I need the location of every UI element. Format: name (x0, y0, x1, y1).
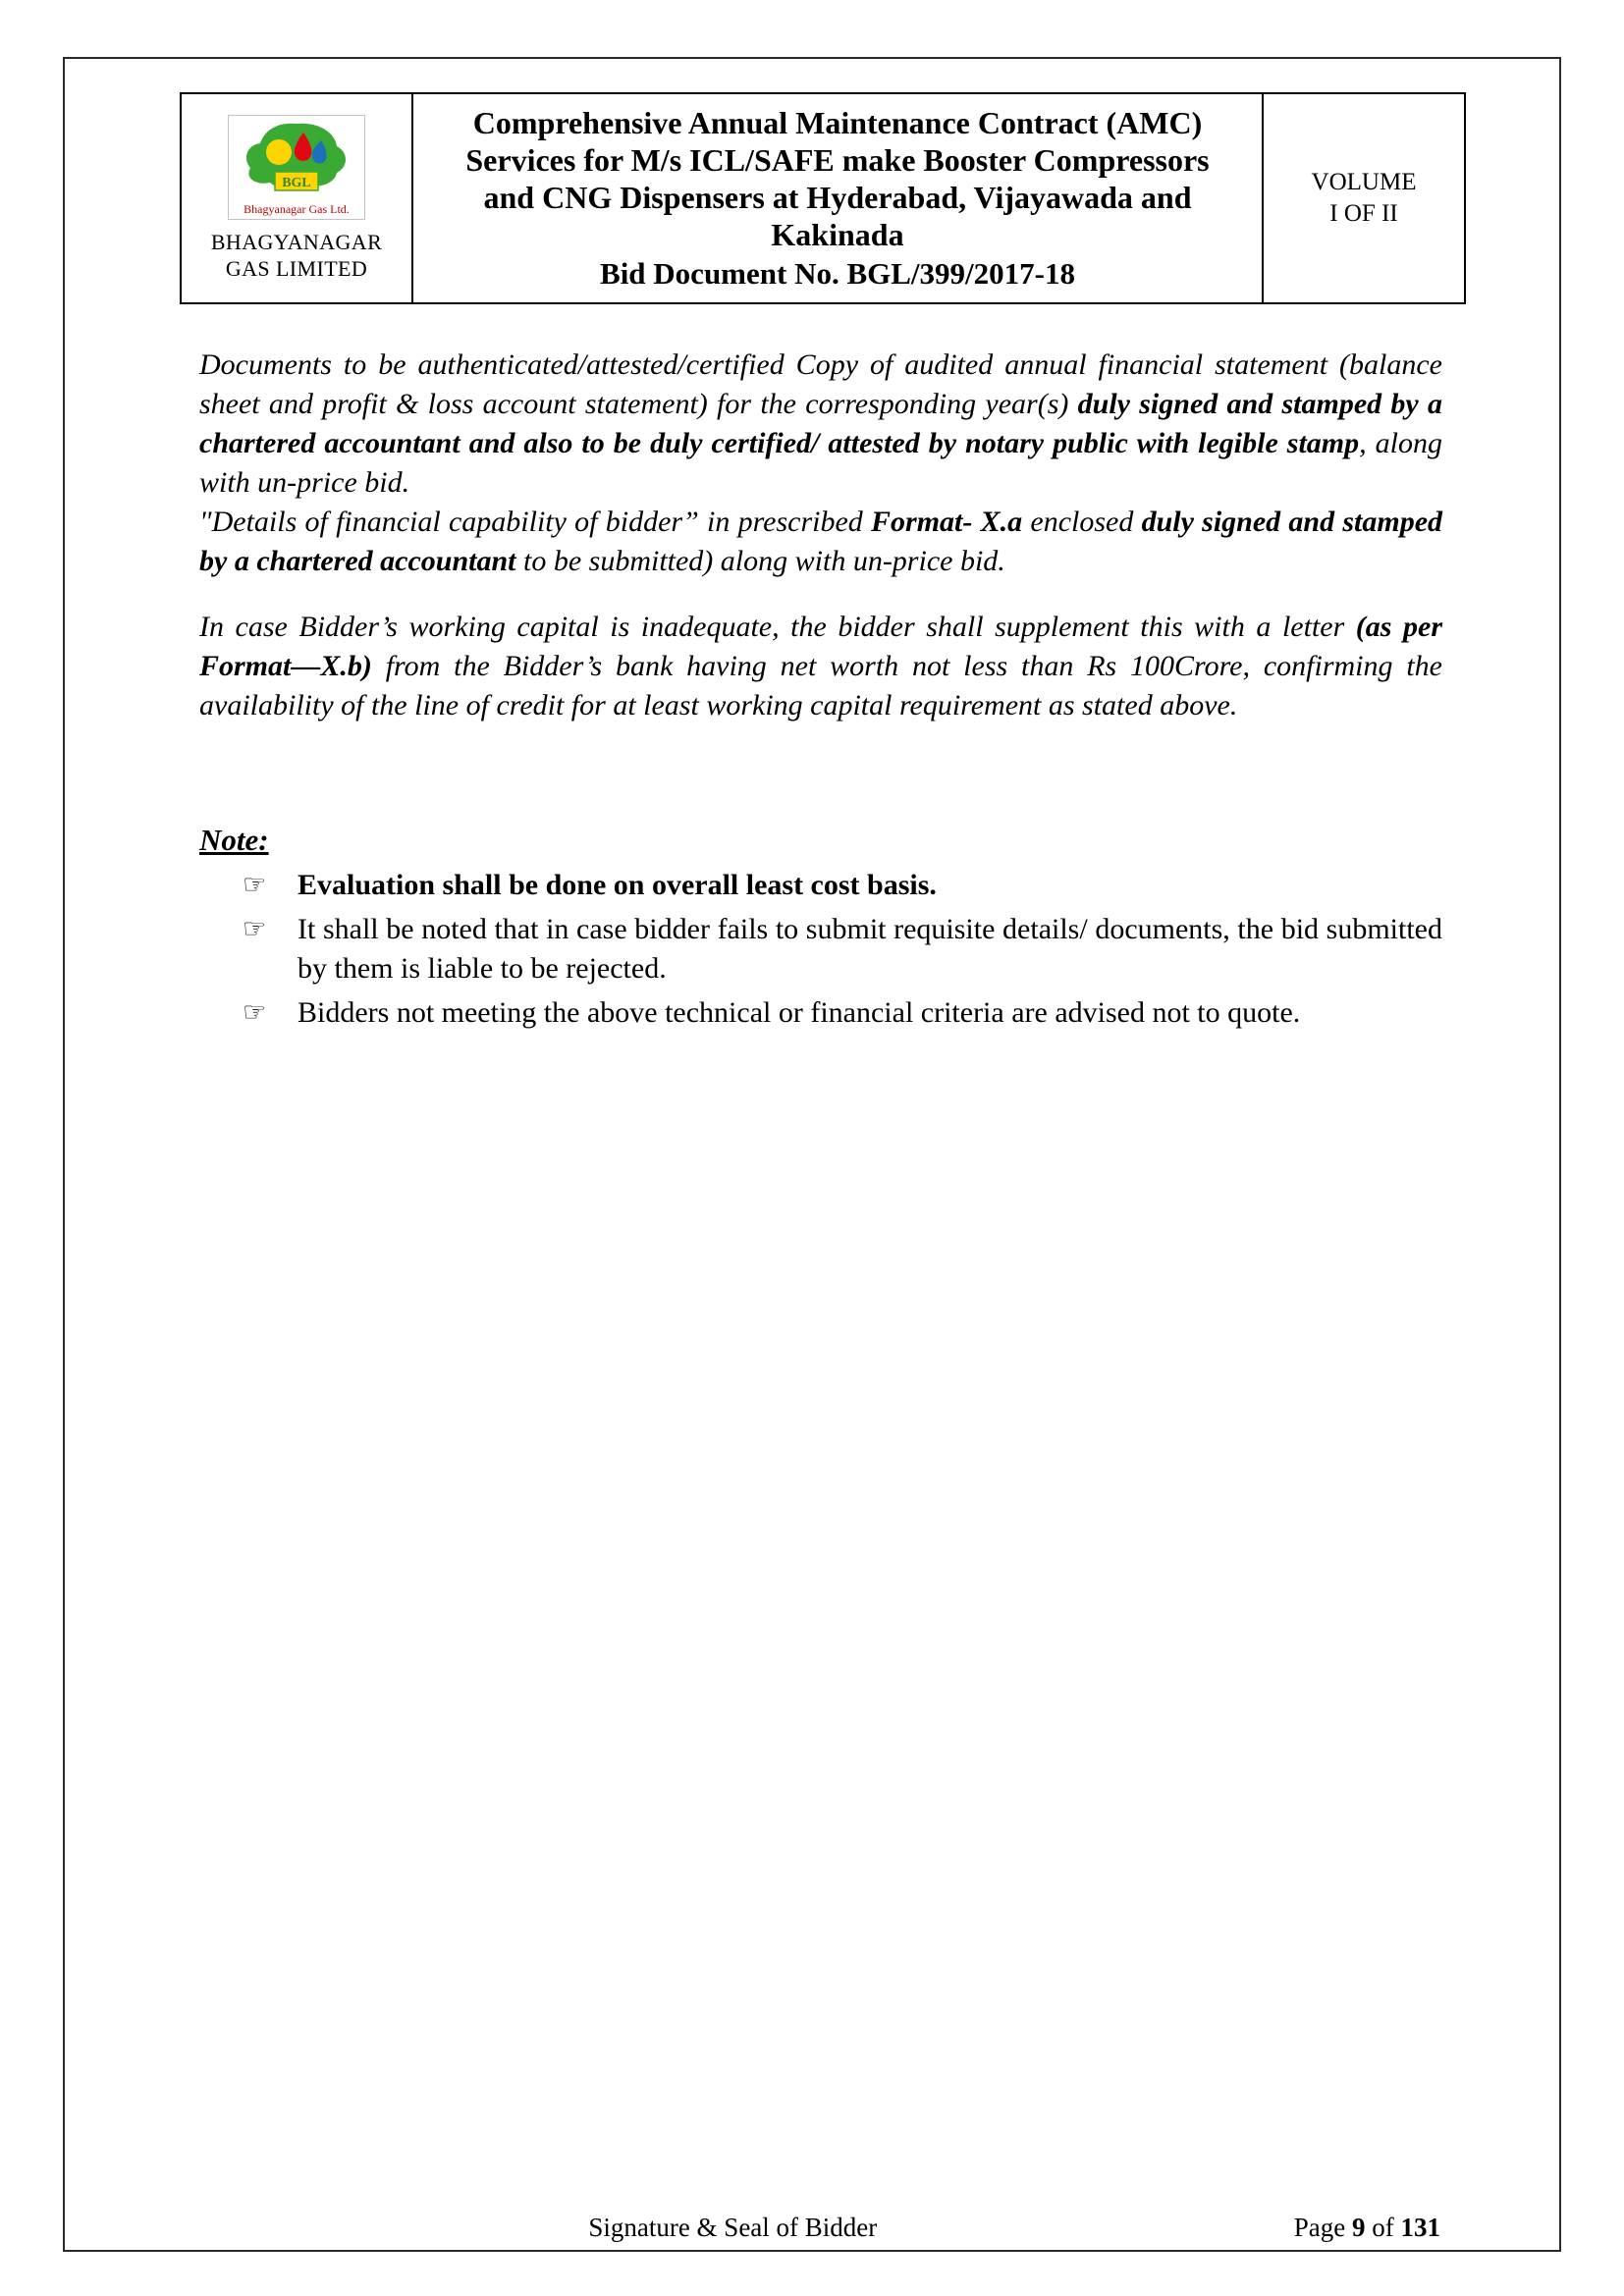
volume-line1: VOLUME (1311, 169, 1417, 195)
note-bullet-item (243, 910, 1442, 988)
logo-tagline: Bhagyanagar Gas Ltd. (244, 202, 350, 216)
note-bullet-text: It shall be noted that in case bidder fails to submit requisite details/ documents, the bid submitted by them is liable to be rejected. (298, 913, 1442, 985)
bid-document-number: Bid Document No. BGL/399/2017-18 (600, 256, 1075, 291)
note-bullet-list (243, 866, 1442, 1033)
page-number: Page 9 of 131 (1293, 2213, 1440, 2242)
signature-seal-label: Signature & Seal of Bidder (588, 2213, 878, 2242)
logo-bgl-text: BGL (282, 176, 311, 190)
org-name-line1: BHAGYANAGAR (210, 230, 383, 254)
company-logo (228, 115, 365, 220)
note-section (199, 820, 1442, 1033)
paragraph-working-capital: In case Bidder’s working capital is inadequate, the bidder shall supplement this with a letter (as per Format—X.b) from the Bidder’s bank having net worth not less than Rs 100Crore, confirming the availability of the line of credit for at least working capital requirement as stated above. (199, 611, 1442, 721)
paragraph-financial-capability-format: "Details of financial capability of bidder” in prescribed Format- X.a enclosed duly signed and stamped by a chartered accountant to be submitted) along with un-price bid. (199, 506, 1443, 577)
organization-name (211, 229, 382, 282)
note-bullet-text: Evaluation shall be done on overall least cost basis. (298, 869, 937, 901)
page-content (180, 92, 1466, 1038)
document-body (180, 346, 1466, 1033)
paragraph-financial-documents: Documents to be authenticated/attested/certified Copy of audited annual financial statement (balance sheet and profit & loss account statement) for the corresponding year(s) duly signed and stamped by a chartered accountant and also to be duly certified/ attested by notary public with legible stamp, along with un-price bid. (199, 348, 1442, 499)
page-footer (180, 2210, 1466, 2247)
note-bullet-item (243, 866, 1442, 905)
org-name-line2: GAS LIMITED (225, 256, 368, 281)
note-bullet-item (243, 993, 1442, 1033)
pointing-hand-icon: ☞ (243, 997, 267, 1028)
note-label: Note: (199, 823, 269, 857)
logo-cell (182, 94, 413, 302)
document-title-line: Comprehensive Annual Maintenance Contract (AMC) (472, 105, 1203, 140)
document-title-line: and CNG Dispensers at Hyderabad, Vijayawada and (483, 180, 1192, 215)
document-title-line: Services for M/s ICL/SAFE make Booster Compressors (465, 142, 1210, 178)
document-title-cell (413, 94, 1264, 302)
note-bullet-text: Bidders not meeting the above technical or financial criteria are advised not to quote. (298, 996, 1301, 1029)
header-table (180, 92, 1466, 304)
pointing-hand-icon: ☞ (243, 870, 267, 900)
bgl-logo-icon (239, 121, 354, 201)
pointing-hand-icon: ☞ (243, 914, 267, 944)
document-title-line: Kakinada (771, 217, 904, 252)
volume-line2: I OF II (1329, 200, 1398, 227)
volume-cell (1264, 94, 1464, 302)
